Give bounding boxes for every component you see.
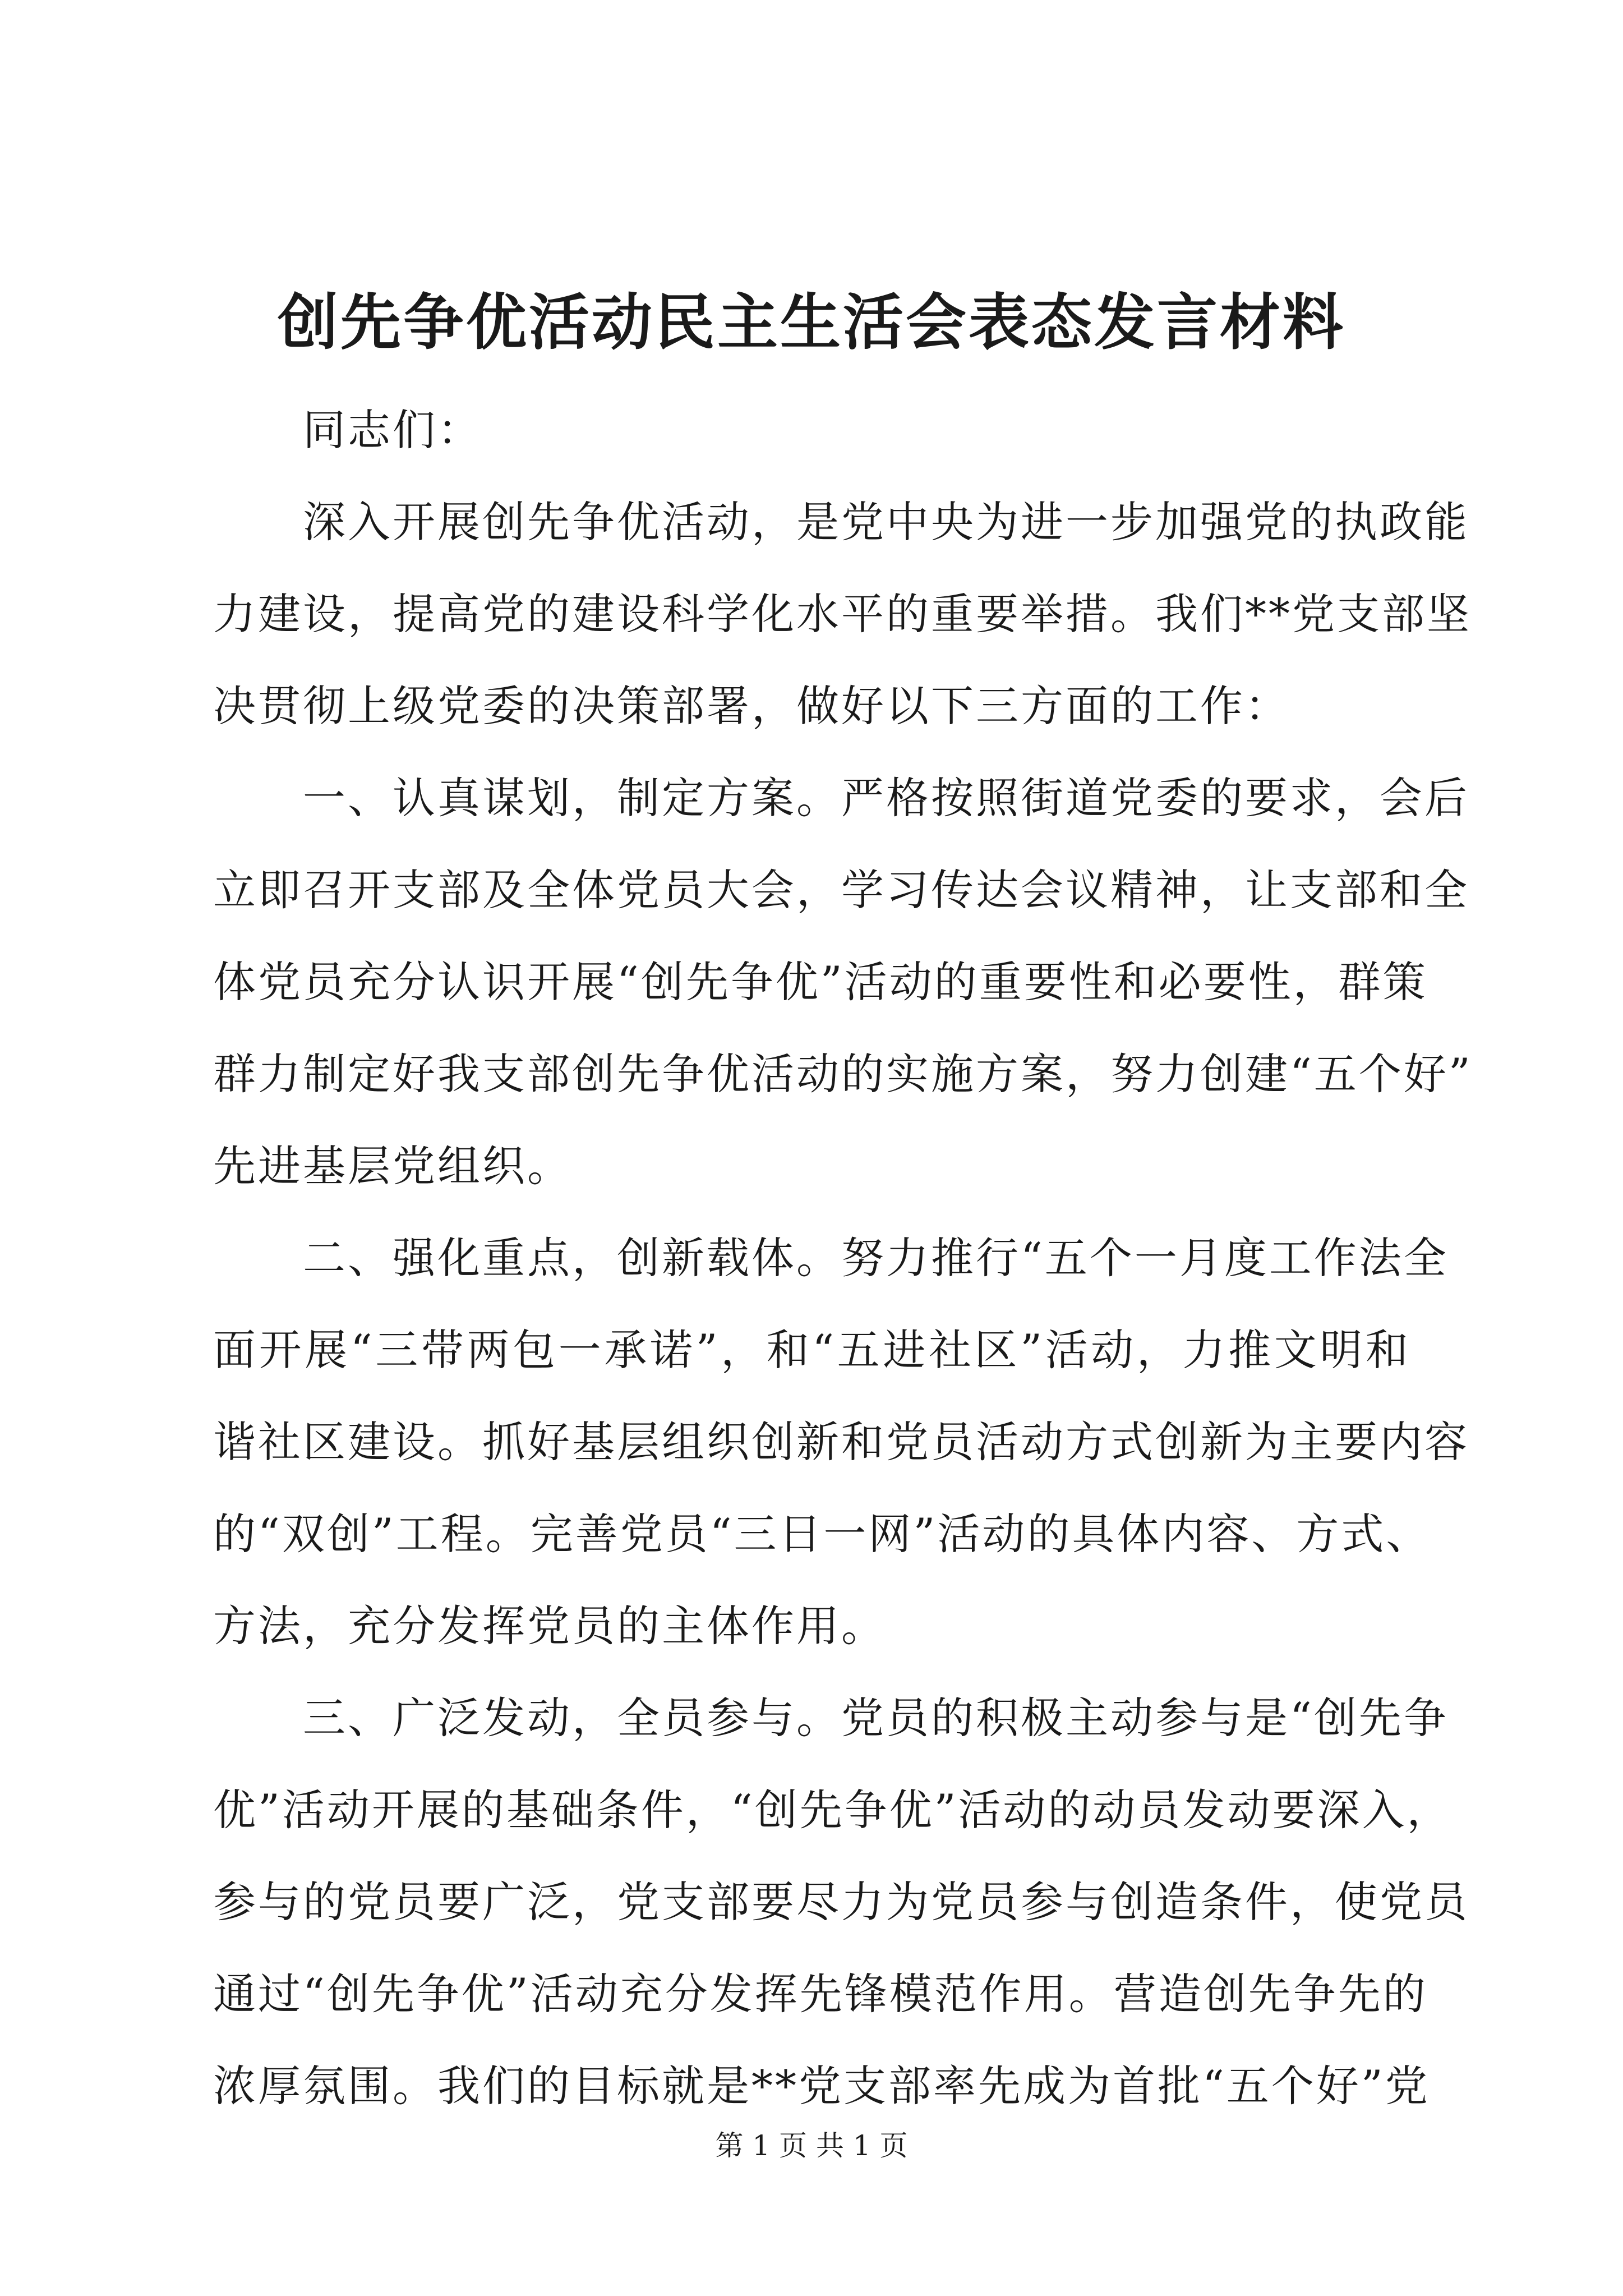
body-line: 体党员充分认识开展“创先争优”活动的重要性和必要性，群策 bbox=[213, 957, 1428, 1007]
body-line: 同志们： bbox=[303, 405, 482, 455]
body-line: 深入开展创先争优活动，是党中央为进一步加强党的执政能 bbox=[303, 497, 1469, 547]
body-line: 谐社区建设。抓好基层组织创新和党员活动方式创新为主要内容 bbox=[213, 1417, 1469, 1467]
body-line: 浓厚氛围。我们的目标就是**党支部率先成为首批“五个好”党 bbox=[213, 2061, 1430, 2111]
body-line: 一、认真谋划，制定方案。严格按照街道党委的要求，会后 bbox=[303, 773, 1469, 823]
body-line: 方法，充分发挥党员的主体作用。 bbox=[213, 1601, 886, 1651]
document-title: 创先争优活动民主生活会表态发言材料 bbox=[277, 287, 1345, 358]
body-line: 群力制定好我支部创先争优活动的实施方案，努力创建“五个好” bbox=[213, 1049, 1473, 1099]
body-line: 面开展“三带两包一承诺”，和“五进社区”活动，力推文明和 bbox=[213, 1325, 1410, 1375]
body-line: 决贯彻上级党委的决策部署，做好以下三方面的工作： bbox=[213, 681, 1290, 731]
body-line: 优”活动开展的基础条件，“创先争优”活动的动员发动要深入， bbox=[213, 1785, 1452, 1835]
body-line: 先进基层党组织。 bbox=[213, 1141, 572, 1191]
page-footer: 第 1 页 共 1 页 bbox=[715, 2129, 908, 2162]
body-line: 立即召开支部及全体党员大会，学习传达会议精神，让支部和全 bbox=[213, 865, 1469, 915]
document-body bbox=[213, 384, 1473, 2132]
body-line: 三、广泛发动，全员参与。党员的积极主动参与是“创先争 bbox=[303, 1693, 1449, 1743]
body-line: 通过“创先争优”活动充分发挥先锋模范作用。营造创先争先的 bbox=[213, 1969, 1428, 2019]
body-line: 参与的党员要广泛，党支部要尽力为党员参与创造条件，使党员 bbox=[213, 1877, 1469, 1927]
body-line: 力建设，提高党的建设科学化水平的重要举措。我们**党支部坚 bbox=[213, 589, 1472, 639]
body-line: 的“双创”工程。完善党员“三日一网”活动的具体内容、方式、 bbox=[213, 1509, 1431, 1559]
body-line: 二、强化重点，创新载体。努力推行“五个一月度工作法全 bbox=[303, 1233, 1449, 1283]
